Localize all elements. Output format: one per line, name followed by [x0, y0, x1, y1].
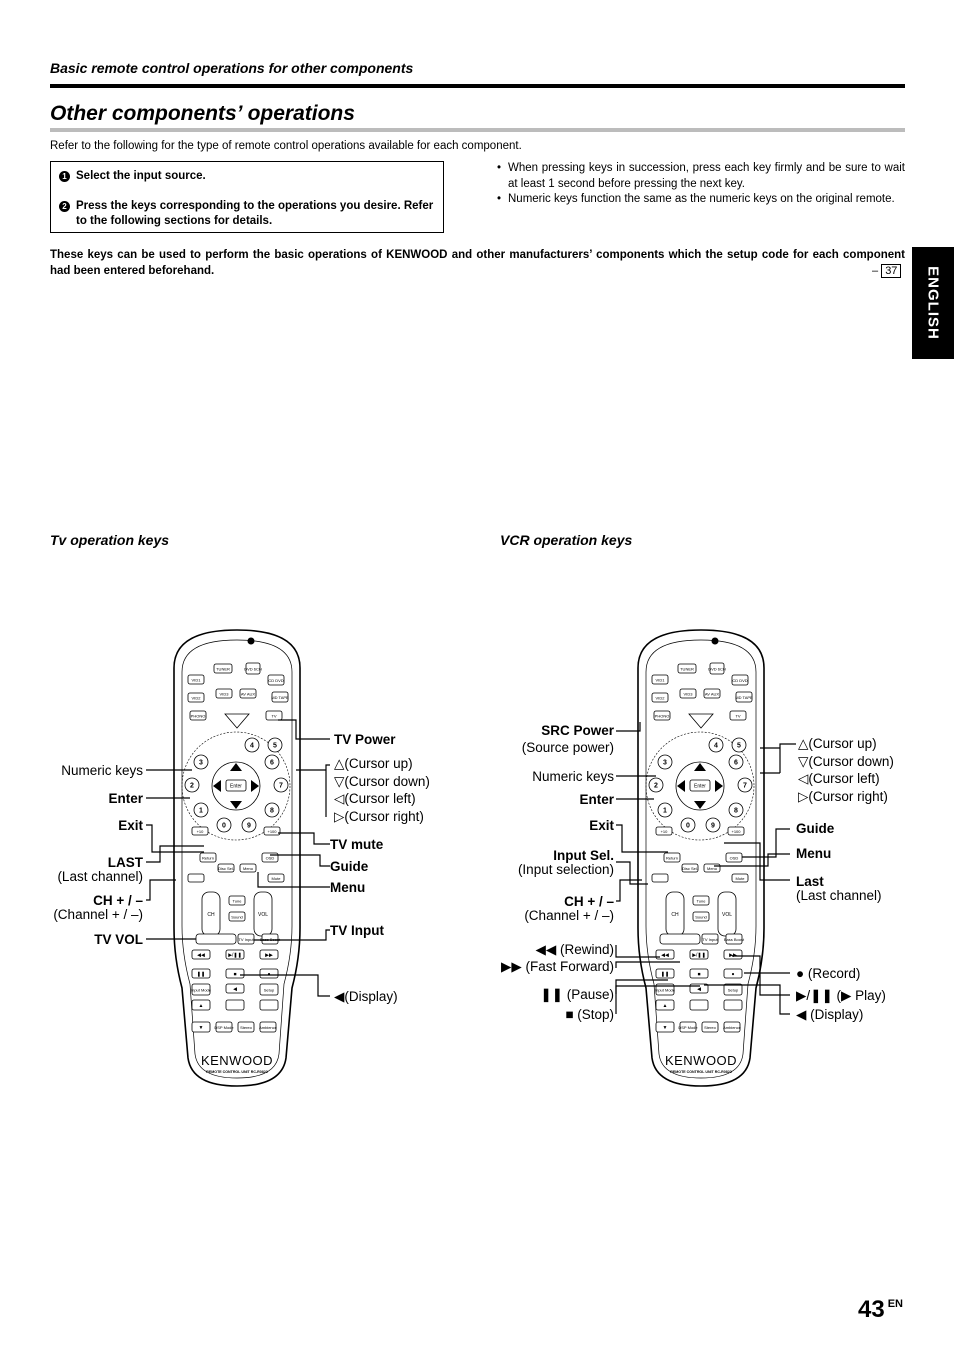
remote-key-label: Tune	[696, 898, 706, 904]
remote-key-label: TUNER	[680, 666, 694, 672]
remote-number-label: 8	[734, 807, 738, 815]
remote-key-label: CD DVD	[732, 677, 748, 683]
remote-key-label: ■	[697, 971, 701, 978]
remote-key-label: Input Mode	[190, 987, 212, 993]
remote-key-label: Input Mode	[654, 987, 676, 993]
vcr-cursor-left-label: ◁(Cursor left)	[798, 771, 880, 786]
remote-key-label: ▲	[662, 1002, 668, 1009]
remote-key-label: Ambience	[723, 1024, 741, 1030]
vcr-exit-label: Exit	[589, 818, 614, 833]
remote-key-label: ◀◀	[661, 952, 669, 959]
remote-key-label: ◀◀	[197, 952, 205, 959]
remote-key-label: TV	[735, 713, 741, 719]
remote-key-label: ❚❚	[660, 971, 670, 978]
remote-key-label: ▶▶	[265, 952, 273, 959]
tv-exit-label: Exit	[118, 818, 143, 833]
step-text: Press the keys corresponding to the operations you desire. Refer to the following sections for details.	[76, 200, 434, 227]
remote-number-label: 4	[250, 742, 254, 750]
remote-number-label: 3	[663, 759, 667, 767]
remote-key-label: OSD	[265, 855, 275, 861]
remote-number-label: 1	[199, 807, 203, 815]
vcr-section-title: VCR operation keys	[500, 532, 633, 548]
section-header: Basic remote control operations for other components	[50, 60, 414, 76]
remote-number-label: 2	[190, 782, 194, 790]
tv-cursor-left-label: ◁(Cursor left)	[334, 791, 416, 806]
vcr-last-sub-label: (Last channel)	[796, 888, 882, 903]
brand-logo: KENWOOD	[200, 1053, 274, 1068]
remote-number-label: 9	[711, 822, 715, 830]
vcr-enter-label: Enter	[579, 792, 614, 807]
remote-key-label: TV Input	[238, 936, 254, 942]
language-tab: ENGLISH	[912, 247, 954, 359]
remote-number-label: 6	[270, 759, 274, 767]
remote-key-label: TUNER	[216, 666, 230, 672]
remote-key-label: ▼	[662, 1024, 668, 1031]
step-text: Select the input source.	[76, 170, 206, 182]
remote-key-label: VID1	[191, 677, 201, 683]
remote-number-label: 3	[199, 759, 203, 767]
vcr-display-label: ◀ (Display)	[796, 1007, 864, 1022]
remote-key-label: Enter	[694, 783, 706, 790]
remote-key-label: DSP Mode	[214, 1024, 234, 1030]
vcr-src-power-label: SRC Power	[541, 723, 614, 738]
remote-key-label: Sound	[231, 914, 243, 920]
remote-key-label: PHONO	[654, 713, 670, 719]
remote-key-label: AV AUX	[240, 691, 256, 697]
remote-key-label: Tune	[232, 898, 242, 904]
remote-key-label: VID1	[655, 677, 665, 683]
remote-number-label: 7	[743, 782, 747, 790]
remote-key-label: DVD 6CH	[708, 666, 726, 672]
vcr-pause-label: ❚❚ (Pause)	[540, 987, 614, 1002]
tv-menu-label: Menu	[330, 880, 366, 895]
remote-number-label: 2	[654, 782, 658, 790]
remote-number-label: 8	[270, 807, 274, 815]
vcr-menu-label: Menu	[796, 846, 832, 861]
tv-numeric-keys-label: Numeric keys	[61, 763, 143, 778]
vcr-rewind-label: ◀◀ (Rewind)	[535, 942, 614, 957]
vcr-cursor-right-label: ▷(Cursor right)	[798, 789, 888, 804]
tv-guide-label: Guide	[330, 859, 369, 874]
vcr-ch-sub-label: (Channel + / –)	[524, 908, 614, 923]
remote-key-label: TV	[271, 713, 277, 719]
vcr-stop-label: ■ (Stop)	[565, 1007, 614, 1022]
page-title: Other components’ operations	[50, 102, 355, 125]
remote-number-label: 6	[734, 759, 738, 767]
remote-number-label: 5	[737, 742, 741, 750]
remote-key-label: Bass Boost	[723, 936, 745, 942]
remote-key-label: Enter	[230, 783, 242, 790]
page-ref-box: 37	[881, 264, 901, 278]
remote-number-label: 4	[714, 742, 718, 750]
tv-ch-label: CH + / –	[93, 893, 143, 908]
remote-number-label: 0	[686, 822, 690, 830]
remote-number-label: 7	[279, 782, 283, 790]
ch-label: CH	[671, 912, 679, 918]
remote-key-label: +10	[196, 828, 204, 834]
remote-key-label: ■	[233, 971, 237, 978]
vcr-input-sel-sub-label: (Input selection)	[517, 862, 614, 877]
emphasis-text: These keys can be used to perform the basic operations of KENWOOD and other manufacturers’ components which the setup code for each component had been entered beforehand.	[50, 249, 905, 277]
remote-key-label: ◀	[697, 986, 701, 993]
remote-number-label: 9	[247, 822, 251, 830]
remote-key-label: PHONO	[190, 713, 206, 719]
tv-section-title: Tv operation keys	[50, 532, 170, 548]
tv-cursor-right-label: ▷(Cursor right)	[334, 809, 424, 824]
vcr-src-power-sub-label: (Source power)	[521, 740, 614, 755]
vcr-record-label: ● (Record)	[796, 966, 861, 981]
remote-key-label: ●	[731, 971, 735, 978]
tv-power-label: TV Power	[334, 732, 396, 747]
remote-key-label: ▶/❚❚	[692, 952, 706, 959]
remote-key-label: ▶/❚❚	[228, 952, 242, 959]
remote-key-label: Disc Sel.	[218, 865, 234, 871]
remote-number-label: 5	[273, 742, 277, 750]
remote-key-label: ▶▶	[729, 952, 737, 959]
vcr-cursor-down-label: ▽(Cursor down)	[798, 754, 894, 769]
remote-key-label: Return	[201, 855, 215, 861]
vcr-cursor-up-label: △(Cursor up)	[798, 736, 877, 751]
remote-key-label: Ambience	[259, 1024, 277, 1030]
tv-cursor-up-label: △(Cursor up)	[334, 756, 413, 771]
step-number: 1	[59, 171, 70, 182]
remote-key-label: ◀	[233, 986, 237, 993]
tv-last-sub-label: (Last channel)	[57, 869, 143, 884]
remote-number-label: 1	[663, 807, 667, 815]
remote-key-label: Menu	[242, 865, 254, 871]
remote-key-label: VID3	[219, 691, 229, 697]
remote-key-label: +100	[267, 828, 277, 834]
tv-display-label: ◀(Display)	[334, 989, 398, 1004]
remote-key-label: CD DVD	[268, 677, 284, 683]
tv-input-label: TV Input	[330, 923, 384, 938]
remote-key-label: Menu	[706, 865, 718, 871]
vcr-play-label: ▶/❚❚ (▶ Play)	[796, 988, 886, 1003]
remote-key-label: MD TAPE	[735, 694, 753, 700]
remote-key-label: Bass Boost	[259, 936, 281, 942]
tv-vol-label: TV VOL	[94, 932, 143, 947]
step-number: 2	[59, 201, 70, 212]
vcr-guide-label: Guide	[796, 821, 835, 836]
tv-cursor-down-label: ▽(Cursor down)	[334, 774, 430, 789]
remote-key-label: Disc Sel.	[682, 865, 698, 871]
remote-key-label: Mute	[735, 875, 745, 881]
remote-key-label: VID3	[683, 691, 693, 697]
remote-key-label: ▼	[198, 1024, 204, 1031]
tv-mute-label: TV mute	[330, 837, 384, 852]
brand-logo: KENWOOD	[664, 1053, 738, 1068]
remote-key-label: ●	[267, 971, 271, 978]
vcr-numeric-keys-label: Numeric keys	[532, 769, 614, 784]
remote-key-label: TV Input	[702, 936, 718, 942]
remote-key-label: MD TAPE	[271, 694, 289, 700]
intro-text: Refer to the following for the type of remote control operations available for each component.	[50, 140, 522, 152]
remote-key-label: OSD	[729, 855, 739, 861]
remote-key-label: Stereo	[704, 1024, 716, 1030]
page-reference: – 37	[872, 264, 901, 278]
remote-key-label: +10	[660, 828, 668, 834]
remote-key-label: DSP Mode	[678, 1024, 698, 1030]
remote-number-label: 0	[222, 822, 226, 830]
remote-key-label: AV AUX	[704, 691, 720, 697]
ch-label: CH	[207, 912, 215, 918]
remote-key-label: ❚❚	[196, 971, 206, 978]
remote-key-label: ▲	[198, 1002, 204, 1009]
remote-key-label: VID2	[191, 695, 201, 701]
remote-key-label: Return	[665, 855, 679, 861]
note-item: • When pressing keys in succession, press each key firmly and be sure to wait at least 1 second before pressing the next key.	[497, 162, 905, 190]
remote-model: REMOTE CONTROL UNIT RC-R0823	[670, 1070, 732, 1074]
vcr-input-sel-label: Input Sel.	[553, 848, 614, 863]
remote-key-label: +100	[731, 828, 741, 834]
remote-model: REMOTE CONTROL UNIT RC-R0823	[206, 1070, 268, 1074]
vcr-last-label: Last	[796, 874, 824, 889]
tv-ch-sub-label: (Channel + / –)	[53, 907, 143, 922]
vcr-fast-forward-label: ▶▶ (Fast Forward)	[500, 959, 614, 974]
vol-label: VOL	[721, 912, 733, 918]
vol-label: VOL	[257, 912, 269, 918]
note-item: • Numeric keys function the same as the numeric keys on the original remote.	[497, 193, 895, 205]
tv-last-label: LAST	[107, 855, 143, 870]
page-number: 43 $^{EN}$	[858, 1296, 903, 1323]
vcr-ch-label: CH + / –	[564, 894, 614, 909]
remote-key-label: DVD 6CH	[244, 666, 262, 672]
tv-enter-label: Enter	[108, 791, 143, 806]
remote-key-label: Setup	[263, 987, 275, 993]
remote-key-label: Mute	[271, 875, 281, 881]
remote-key-label: Stereo	[240, 1024, 252, 1030]
remote-key-label: Sound	[695, 914, 707, 920]
remote-key-label: VID2	[655, 695, 665, 701]
remote-key-label: Setup	[727, 987, 739, 993]
